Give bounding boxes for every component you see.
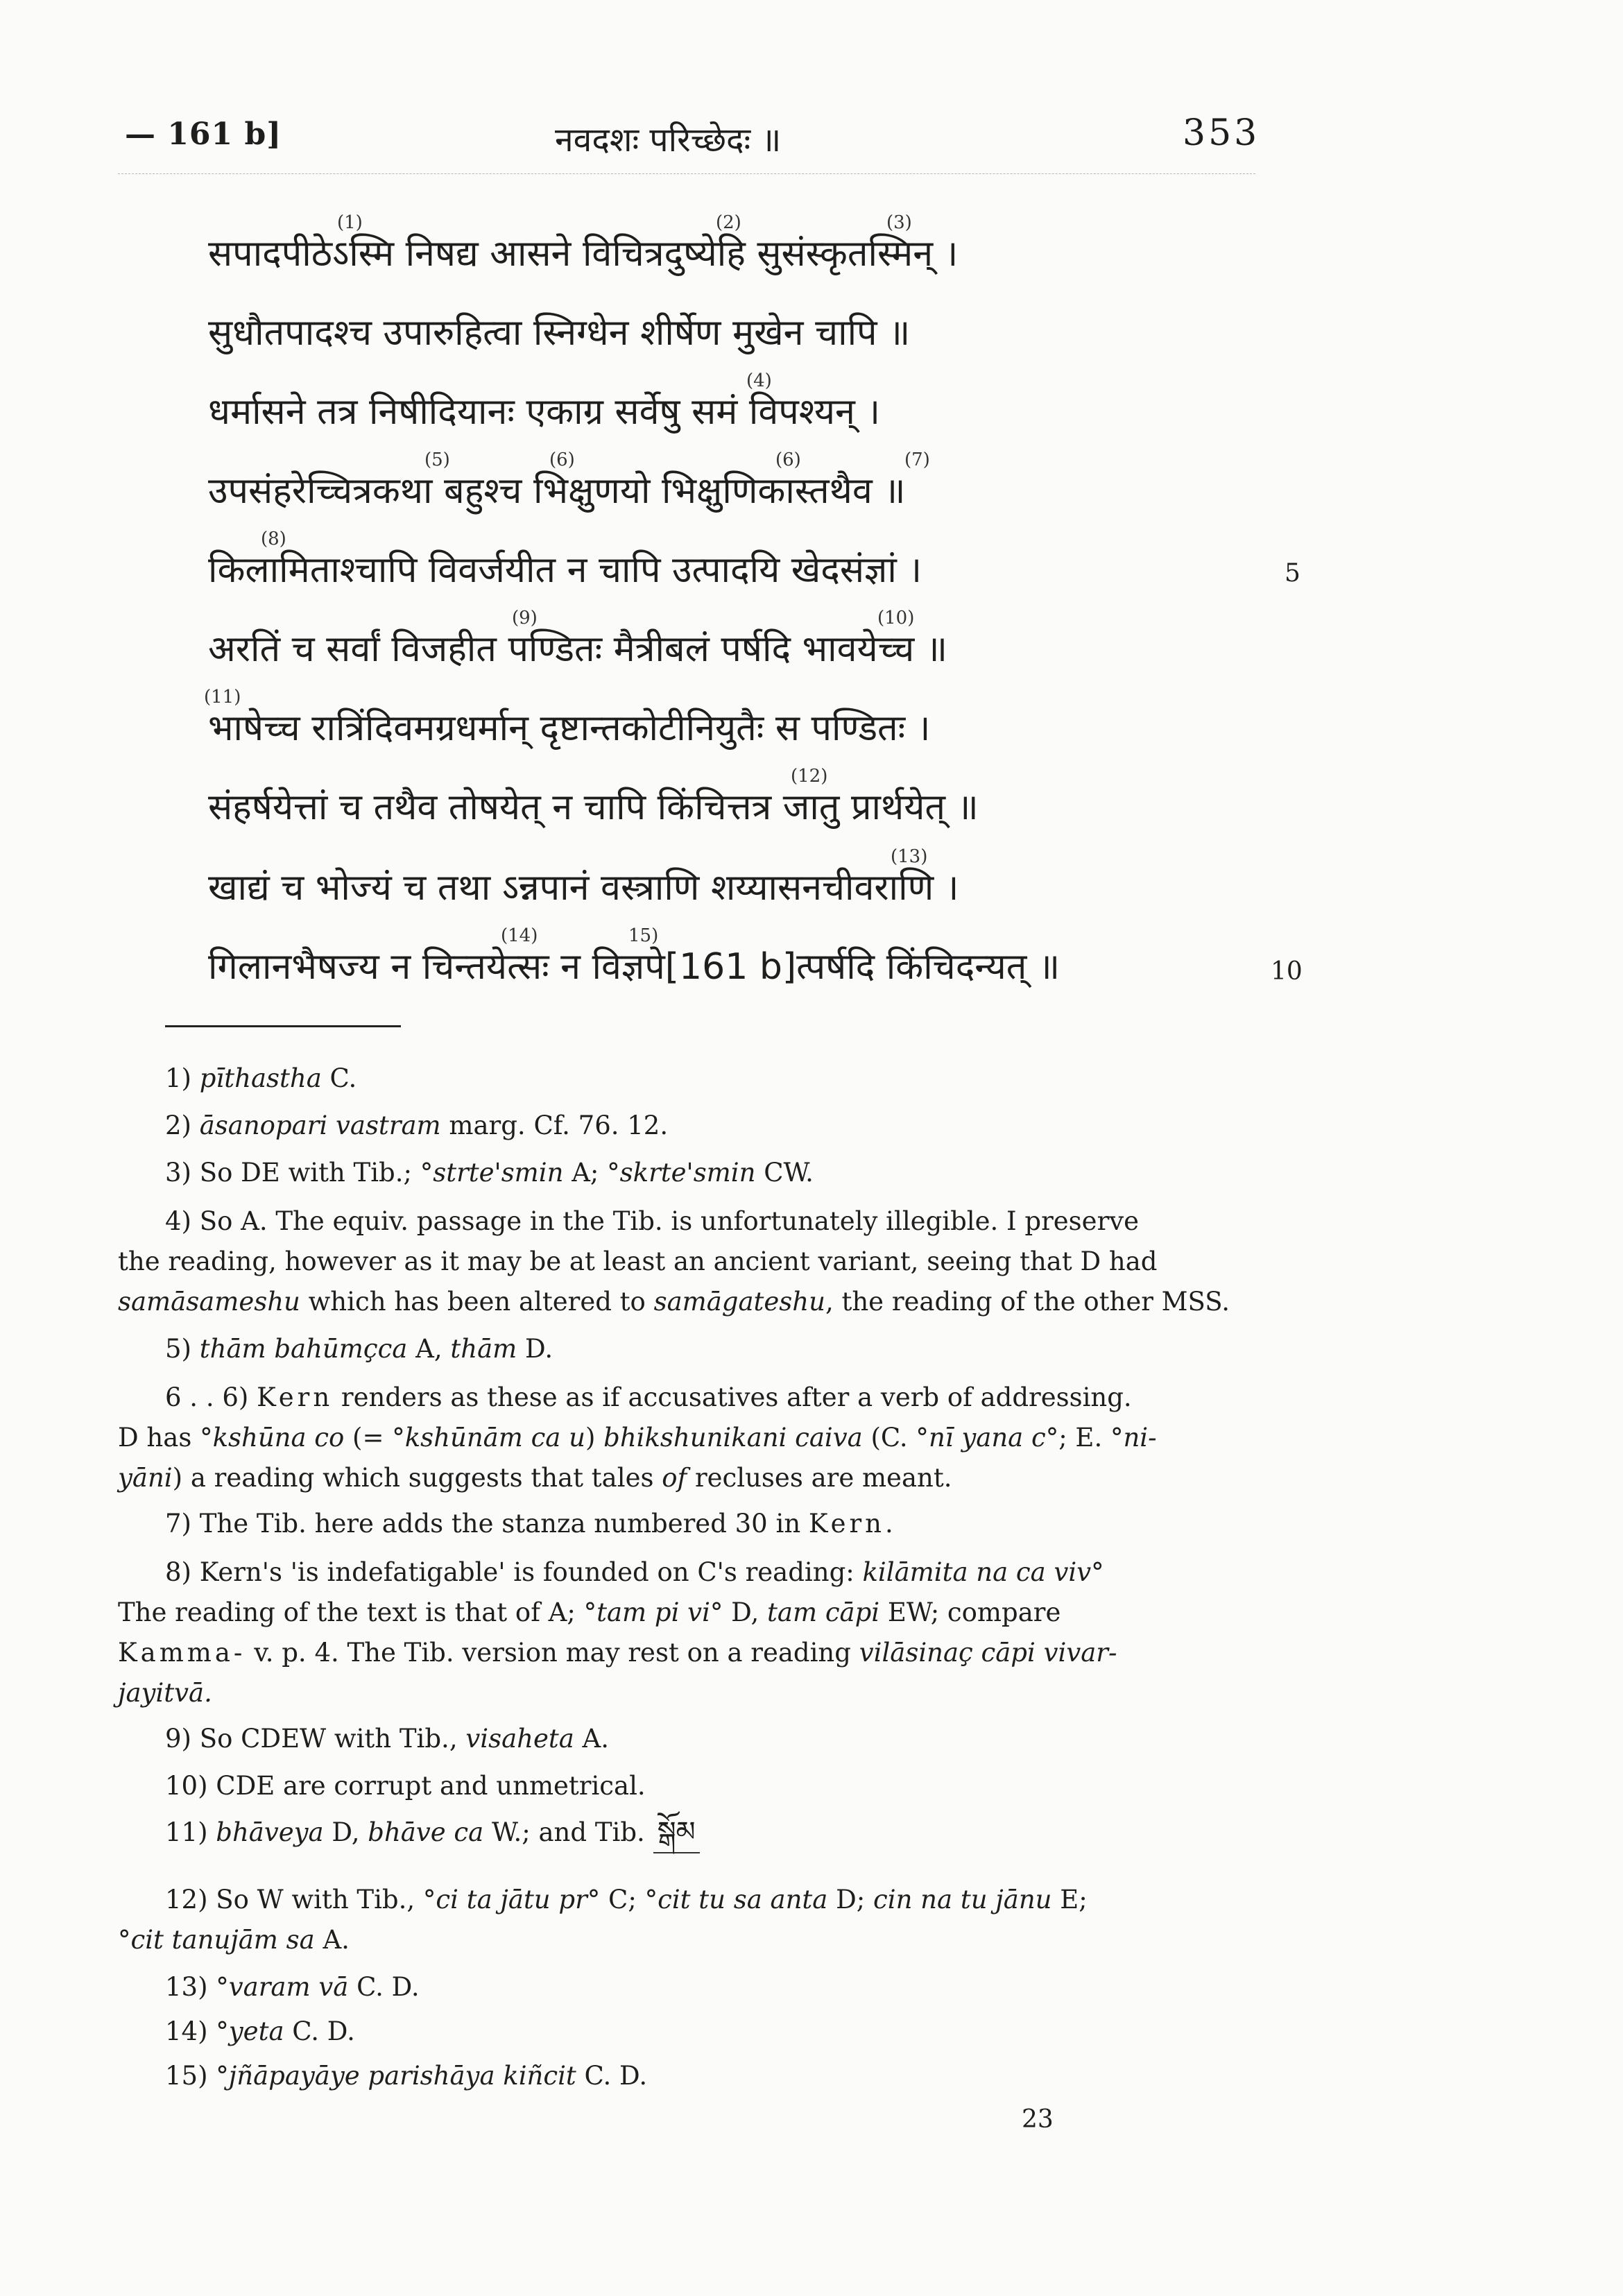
verse-line: किलामिताश्चापि विवर्जयीत न चापि उत्पादयि खेदसंज्ञां । — [208, 549, 922, 591]
line-number: 10 — [1271, 957, 1303, 986]
line-number: 5 — [1285, 559, 1300, 588]
footnote-marker: (11) — [204, 687, 241, 708]
header-chapter-title: नवदशः परिच्छेदः ॥ — [555, 121, 782, 160]
footnote-1: 1) pīthastha C. — [165, 1063, 357, 1093]
verse-line: सुधौतपादश्च उपारुहित्वा स्निग्धेन शीर्षेण मुखेन चापि ॥ — [208, 312, 911, 354]
footnote-4-line-3: samāsameshu which has been altered to samāgateshu, the reading of the other MSS. — [118, 1287, 1230, 1317]
verse-line: उपसंहरेच्चित्रकथा बहुश्च भिक्षुणयो भिक्षुणिकास्तथैव ॥ — [208, 470, 906, 512]
footnote-marker: (6) — [775, 449, 801, 470]
footnote-marker: (12) — [791, 766, 828, 787]
footnote-marker: (2) — [716, 212, 741, 233]
footnote-12-line-1: 12) So W with Tib., °ci ta jātu pr° C; °cit tu sa anta D; cin na tu jānu E; — [165, 1885, 1088, 1914]
footnote-13: 13) °varam vā C. D. — [165, 1972, 420, 2002]
verse-line: सपादपीठेऽस्मि निषद्य आसने विचित्रदुष्येहि सुसंस्कृतस्मिन् । — [208, 233, 959, 275]
footnote-marker: (10) — [877, 608, 915, 628]
footnote-8-line-4: jayitvā. — [118, 1678, 212, 1708]
footnote-8-line-3: Kamma- v. p. 4. The Tib. version may rest on a reading vilāsinaç cāpi vivar- — [118, 1638, 1117, 1668]
footnote-3: 3) So DE with Tib.; °strte'smin A; °skrte'smin CW. — [165, 1158, 814, 1188]
footnote-6-line-1: 6 . . 6) Kern renders as these as if accusatives after a verb of addressing. — [165, 1382, 1132, 1412]
footnote-marker: (6) — [549, 449, 575, 470]
verse-line: अरतिं च सर्वां विजहीत पण्डितः मैत्रीबलं पर्षदि भावयेच्च ॥ — [208, 628, 947, 670]
verse-line: धर्मासने तत्र निषीदियानः एकाग्र सर्वेषु समं विपश्यन् । — [208, 391, 881, 433]
footnote-separator — [165, 1025, 401, 1027]
header-rule — [118, 173, 1255, 174]
verse-line: खाद्यं च भोज्यं च तथा ऽन्नपानं वस्त्राणि शय्यासनचीवराणि । — [208, 867, 959, 909]
footnote-8-line-1: 8) Kern's 'is indefatigable' is founded on C's reading: kilāmita na ca viv° — [165, 1557, 1104, 1587]
footnote-10: 10) CDE are corrupt and unmetrical. — [165, 1771, 646, 1801]
footnote-14: 14) °yeta C. D. — [165, 2016, 355, 2046]
footnote-marker: (5) — [424, 449, 450, 470]
footnote-marker: (8) — [261, 529, 286, 549]
footnote-4-line-2: the reading, however as it may be at least an ancient variant, seeing that D had — [118, 1246, 1158, 1276]
footnote-11: 11) bhāveya D, bhāve ca W.; and Tib. སྒོམ — [165, 1812, 700, 1853]
verse-line: भाषेच्च रात्रिंदिवमग्रधर्मान् दृष्टान्तकोटीनियुतैः स पण्डितः । — [208, 708, 931, 749]
header-page-number: 353 — [1183, 112, 1260, 154]
header-folio-ref: — 161 b] — [125, 117, 282, 152]
footnote-marker: (7) — [904, 449, 930, 470]
footnote-marker: (3) — [886, 212, 912, 233]
footnote-marker: (1) — [337, 212, 363, 233]
footnote-marker: (4) — [746, 370, 772, 391]
footnote-8-line-2: The reading of the text is that of A; °tam pi vi° D, tam cāpi EW; compare — [118, 1597, 1061, 1627]
footnote-9: 9) So CDEW with Tib., visaheta A. — [165, 1724, 610, 1754]
footnote-7: 7) The Tib. here adds the stanza numbered 30 in Kern. — [165, 1509, 893, 1539]
footnote-6-line-3: yāni) a reading which suggests that tales of recluses are meant. — [118, 1463, 952, 1493]
verse-line: गिलानभैषज्य न चिन्तयेत्सः न विज्ञपे[161 b]त्पर्षदि किंचिदन्यत् ॥ — [208, 946, 1060, 988]
footnote-marker: (13) — [891, 846, 928, 867]
verse-line: संहर्षयेत्तां च तथैव तोषयेत् न चापि किंचित्तत्र जातु प्रार्थयेत् ॥ — [208, 787, 979, 828]
footnote-2: 2) āsanopari vastram marg. Cf. 76. 12. — [165, 1111, 669, 1140]
footnote-4-line-1: 4) So A. The equiv. passage in the Tib. is unfortunately illegible. I preserve — [165, 1206, 1140, 1236]
running-header — [0, 112, 1623, 165]
tibetan-word: སྒོམ — [653, 1812, 700, 1853]
footnote-5: 5) thām bahūmçca A, thām D. — [165, 1334, 553, 1364]
footnote-marker: 15) — [628, 925, 659, 946]
footnote-15: 15) °jñāpayāye parishāya kiñcit C. D. — [165, 2061, 648, 2091]
signature-number: 23 — [1022, 2105, 1054, 2134]
footnote-6-line-2: D has °kshūna co (= °kshūnām ca u) bhikshunikani caiva (C. °nī yana c°; E. °ni- — [118, 1423, 1157, 1453]
footnote-marker: (14) — [501, 925, 538, 946]
footnote-12-line-2: °cit tanujām sa A. — [118, 1925, 350, 1955]
footnote-marker: (9) — [512, 608, 538, 628]
